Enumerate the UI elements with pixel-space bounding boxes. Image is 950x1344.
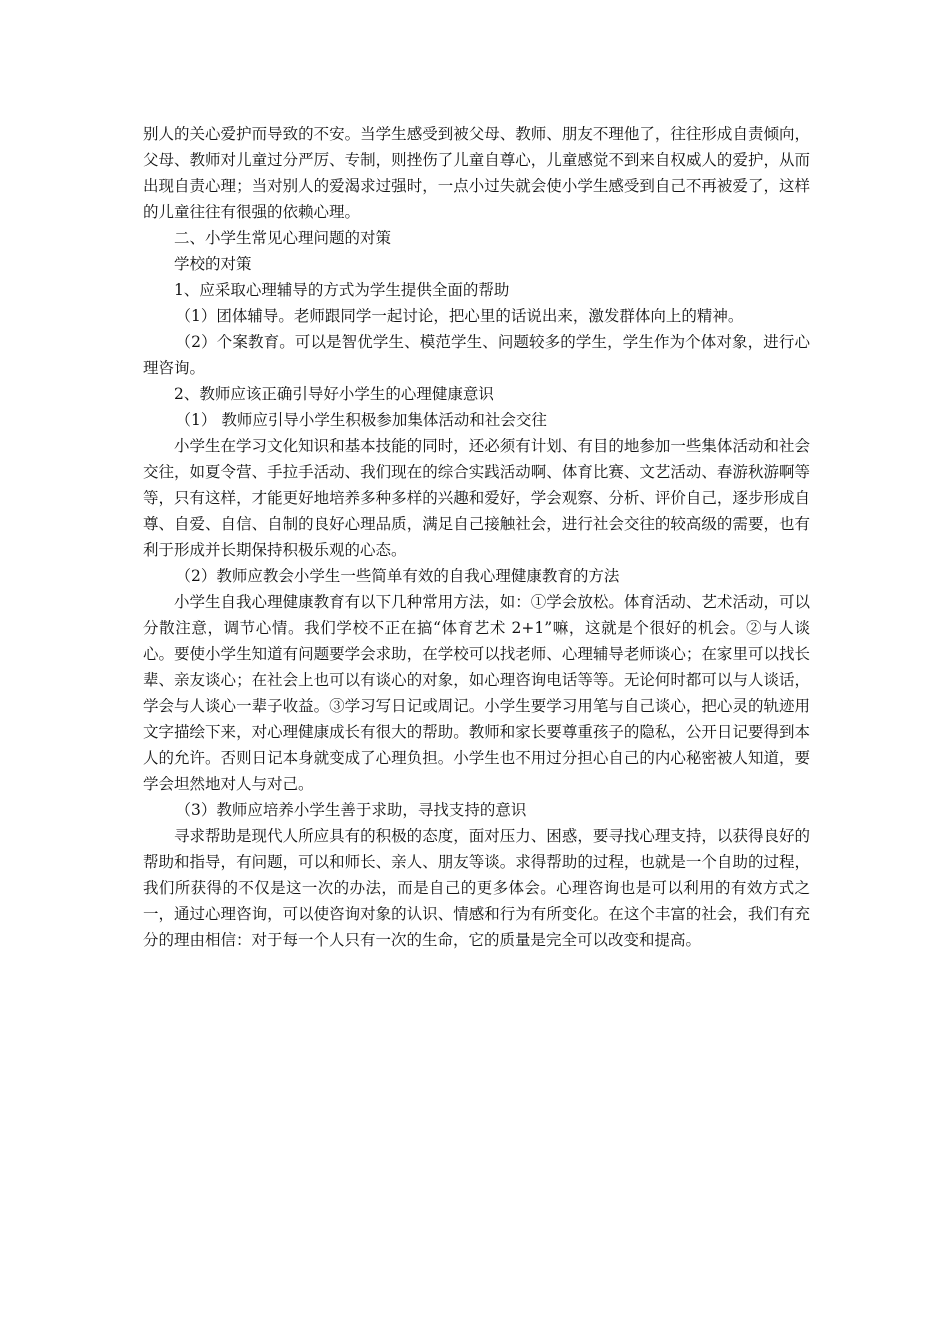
list-item-seek-help: （3）教师应培养小学生善于求助，寻找支持的意识: [175, 801, 527, 819]
list-item-self-methods: （2）教师应教会小学生一些简单有效的自我心理健康教育的方法: [175, 567, 620, 585]
document-body: [143, 121, 810, 953]
paragraph-continuation: 别人的关心爱护而导致的不安。当学生感受到被父母、教师、朋友不理他了，往往形成自责倾向，父母、教师对儿童过分严厉、专制，则挫伤了儿童自尊心，儿童感觉不到来自权威人的爱护，从而出现自责心理；当对别人的爱渴求过强时，一点小过失就会使小学生感受到自己不再被爱了，这样的儿童往往有很强的依赖心理。: [143, 125, 810, 221]
section-heading: 二、小学生常见心理问题的对策: [174, 229, 392, 247]
list-item-case-education: （2）个案教育。可以是智优学生、模范学生、问题较多的学生，学生作为个体对象，进行心理咨询。: [143, 333, 810, 377]
subsection-heading: 学校的对策: [174, 255, 252, 273]
list-item-group-counseling: （1）团体辅导。老师跟同学一起讨论，把心里的话说出来，激发群体向上的精神。: [175, 307, 744, 325]
list-item-collective-activities: （1） 教师应引导小学生积极参加集体活动和社会交往: [175, 411, 547, 429]
paragraph-seek-help: 寻求帮助是现代人所应具有的积极的态度，面对压力、困惑，要寻找心理支持，以获得良好的帮助和指导，有问题，可以和师长、亲人、朋友等谈。求得帮助的过程，也就是一个自助的过程，我们所获得的不仅是这一次的办法，而是自己的更多体会。心理咨询也是可以利用的有效方式之一，通过心理咨询，可以使咨询对象的认识、情感和行为有所变化。在这个丰富的社会，我们有充分的理由相信：对于每一个人只有一次的生命，它的质量是完全可以改变和提高。: [143, 827, 810, 949]
list-heading-2: 2、教师应该正确引导好小学生的心理健康意识: [174, 385, 494, 403]
list-heading-1: 1、应采取心理辅导的方式为学生提供全面的帮助: [174, 281, 510, 299]
paragraph-methods: 小学生自我心理健康教育有以下几种常用方法，如：①学会放松。体育活动、艺术活动，可以分散注意，调节心情。我们学校不正在搞“体育艺术 2+1”嘛，这就是个很好的机会。②与人谈心。要使小学生知道有问题要学会求助，在学校可以找老师、心理辅导老师谈心；在家里可以找长辈、亲友谈心；在社会上也可以有谈心的对象，如心理咨询电话等等。无论何时都可以与人谈话，学会与人谈心一辈子收益。③学习写日记或周记。小学生要学习用笔与自己谈心，把心灵的轨迹用文字描绘下来，对心理健康成长有很大的帮助。教师和家长要尊重孩子的隐私，公开日记要得到本人的允许。否则日记本身就变成了心理负担。小学生也不用过分担心自己的内心秘密被人知道，要学会坦然地对人与对己。: [143, 593, 810, 793]
paragraph-activities: 小学生在学习文化知识和基本技能的同时，还必须有计划、有目的地参加一些集体活动和社会交往，如夏令营、手拉手活动、我们现在的综合实践活动啊、体育比赛、文艺活动、春游秋游啊等等，只有这样，才能更好地培养多种多样的兴趣和爱好，学会观察、分析、评价自己，逐步形成自尊、自爱、自信、自制的良好心理品质，满足自己接触社会，进行社会交往的较高级的需要，也有利于形成并长期保持积极乐观的心态。: [143, 437, 810, 559]
